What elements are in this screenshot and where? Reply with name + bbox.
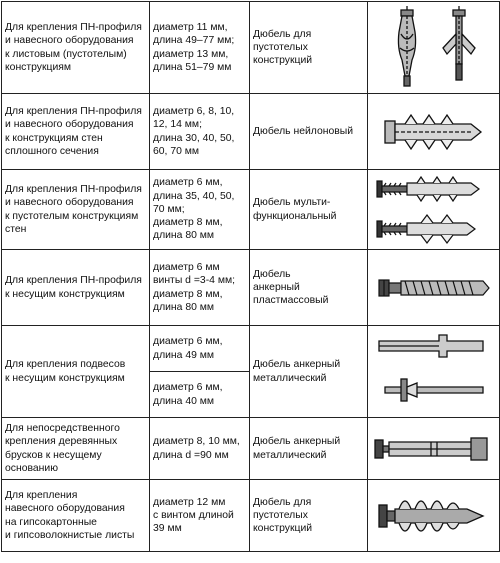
type-cell: Дюбель анкерный металлический — [250, 418, 368, 480]
type-cell: Дюбель анкерный металлический — [250, 326, 368, 418]
spec-cell: диаметр 11 мм, длина 49–77 мм; диаметр 13 мм, длина 51–79 мм — [150, 2, 250, 94]
purpose-cell: Для крепления ПН-профиля и навесного оборудования к листовым (пустотелым) конструкциям — [2, 2, 150, 94]
nylon-dowel-icon — [371, 97, 499, 167]
purpose-cell: Для крепления ПН-профиля и навесного оборудования к пустотелым конструкциям стен — [2, 170, 150, 250]
table-row — [2, 326, 500, 372]
type-cell: Дюбель для пустотелых конструкций — [250, 480, 368, 552]
table-row — [2, 480, 500, 552]
table-row — [2, 94, 500, 170]
table-row — [2, 250, 500, 326]
purpose-cell: Для крепления ПН-профиля и навесного оборудования к конструкциям стен сплошного сечения — [2, 94, 150, 170]
type-cell: Дюбель мульти- функциональный — [250, 170, 368, 250]
type-cell: Дюбель для пустотелых конструкций — [250, 2, 368, 94]
spec-cell: диаметр 6 мм винты d =3-4 мм; диаметр 8 мм, длина 80 мм — [150, 250, 250, 326]
metal-anchor-wedge-icon — [371, 327, 499, 417]
type-cell: Дюбель анкерный пластмассовый — [250, 250, 368, 326]
purpose-cell: Для непосредственного крепления деревянных брусков к несущему основанию — [2, 418, 150, 480]
spec-cell: диаметр 12 мм с винтом длиной 39 мм — [150, 480, 250, 552]
table-row — [2, 170, 500, 250]
purpose-cell: Для крепления подвесов к несущим конструкциям — [2, 326, 150, 418]
spec-cell: диаметр 6, 8, 10, 12, 14 мм; длина 30, 40, 50, 60, 70 мм — [150, 94, 250, 170]
purpose-cell: Для крепления ПН-профиля к несущим конструкциям — [2, 250, 150, 326]
multi-purpose-dowel-icon — [371, 171, 499, 249]
hollow-wall-anchor-icon — [371, 4, 499, 92]
plastic-anchor-dowel-icon — [371, 253, 499, 323]
table-row — [2, 2, 500, 94]
drywall-screw-anchor-icon — [371, 483, 499, 549]
type-cell: Дюбель нейлоновый — [250, 94, 368, 170]
fastener-table — [1, 1, 500, 552]
spec-cell: диаметр 8, 10 мм, длина d =90 мм — [150, 418, 250, 480]
purpose-cell: Для крепления навесного оборудования на гипсокартонные и гипсоволокнистые листы — [2, 480, 150, 552]
spec-cell: диаметр 6 мм, длина 40 мм — [150, 372, 250, 418]
metal-anchor-bolt-icon — [371, 420, 499, 478]
spec-cell: диаметр 6 мм, длина 35, 40, 50, 70 мм; диаметр 8 мм, длина 80 мм — [150, 170, 250, 250]
table-row — [2, 418, 500, 480]
spec-cell: диаметр 6 мм, длина 49 мм — [150, 326, 250, 372]
